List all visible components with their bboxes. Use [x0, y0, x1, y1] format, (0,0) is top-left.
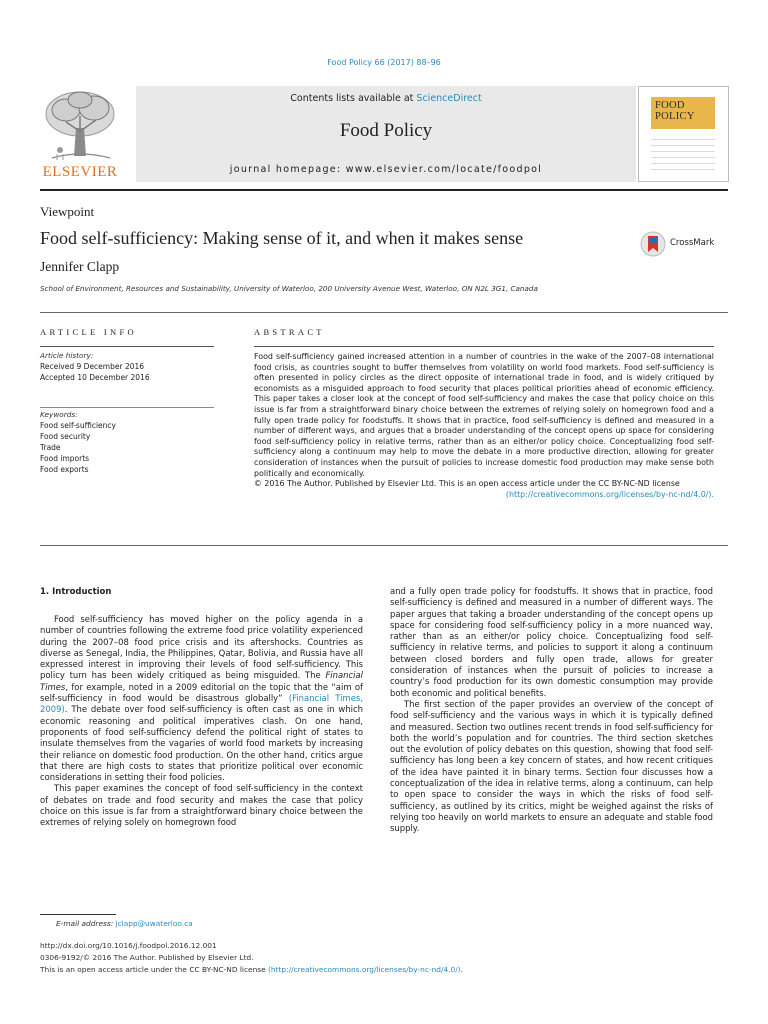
journal-citation[interactable]: Food Policy 66 (2017) 88–96 — [327, 58, 441, 67]
article-title: Food self-sufficiency: Making sense of it, and when it makes sense — [40, 228, 524, 248]
intro-paragraph-1 — [40, 614, 363, 783]
sciencedirect-link[interactable]: ScienceDirect — [416, 93, 482, 104]
body-left-column — [40, 614, 363, 829]
abstract-heading: ABSTRACT — [254, 327, 325, 337]
accepted-date: Accepted 10 December 2016 — [40, 373, 150, 382]
intro-paragraph-2: This paper examines the concept of food self-sufficiency in the context of debates on trade and food security and makes the case that policy choice on this issue is far from a straightforward binary choice between the extremes of relying solely on homegrown food — [40, 783, 363, 828]
abstract-body — [254, 352, 714, 500]
intro-paragraph-3: The first section of the paper provides an overview of the concept of food self-sufficiency and the various ways in which it is typically defined and measured. Section two outlines recent trends in food self-sufficiency for both the world’s population and for countries. The third section sketches out the evolution of policy debates on this question, showing that food self-sufficiency has long been a key concern of states, and how recent critiques of the idea have painted it in binary terms. Section four discusses how a conceptualization of the idea in relative terms, along a continuum, can help to open space to consider the ways in which the risks of food self-sufficiency, as outlined by its critics, might be weighed against the risks of relying too heavily on world markets to ensure an adequate and stable food supply. — [390, 698, 713, 834]
journal-banner — [136, 86, 636, 182]
license-link[interactable]: (http://creativecommons.org/licenses/by-nc-nd/4.0/). — [505, 489, 714, 499]
cover-title — [655, 100, 695, 122]
section-type: Viewpoint — [40, 204, 95, 219]
footnote-email — [56, 919, 193, 928]
paragraph-text: . The debate over food self-sufficiency is often cast as one in which economic reasoning and political imperatives clash. On one hand, proponents of food self-sufficiency defend the political right of states to insulate themselves from the vagaries of world food markets by increasing their reliance on domestic food production. On the other hand, critics argue that there are high costs to states that prioritize political over economic considerations in setting their food policies. — [40, 704, 363, 783]
paragraph-text: , for example, noted in a 2009 editorial on the topic that the “aim of self-sufficiency in food would be disastrous globally” — [40, 681, 363, 704]
journal-title: Food Policy — [339, 120, 433, 141]
cover-title-band — [651, 97, 715, 129]
abstract-copyright — [254, 479, 714, 490]
abstract-license — [254, 490, 714, 501]
author-name[interactable]: Jennifer Clapp — [40, 259, 120, 274]
journal-cover — [638, 86, 729, 182]
author-affiliation: School of Environment, Resources and Sustainability, University of Waterloo, 200 University Avenue West, Waterloo, ON N2L 3G1, Canada — [40, 284, 538, 293]
paragraph-text: Food self-sufficiency has moved higher on the policy agenda in a number of countries following the extreme food price volatility experienced during the 2007–08 food price crisis and its aftershocks. Countries as diverse as Senegal, India, the Philippines, Qatar, Bolivia, and Russia have all expressed interest in improving their levels of food self-sufficiency. This policy turn has been widely critiqued as being misguided. The — [40, 614, 363, 681]
email-label: E-mail address: — [56, 919, 116, 928]
journal-homepage[interactable]: journal homepage: www.elsevier.com/locate/foodpol — [229, 164, 543, 175]
contents-prefix: Contents lists available at — [290, 93, 417, 104]
license-prefix: This is an open access article under the CC BY-NC-ND license — [40, 965, 269, 974]
tree-icon — [40, 88, 120, 164]
crossmark-label: CrossMark — [670, 238, 715, 248]
received-date: Received 9 December 2016 — [40, 362, 145, 371]
crossmark-icon — [640, 230, 666, 258]
citation-link[interactable]: (Financial Times, 2009) — [40, 693, 363, 715]
keyword-item: Food self-sufficiency — [40, 421, 116, 430]
doi-link[interactable]: http://dx.doi.org/10.1016/j.foodpol.2016.12.001 — [40, 941, 217, 950]
intro-paragraph-2-continued: and a fully open trade policy for foodstuffs. It shows that in practice, food self-sufficiency is defined and measured in a number of different ways. The paper argues that taking a broader understanding of the concept opens up space for considering food self-sufficiency policy in a more nuanced way, rather than as an either/or policy choice. Conceptualizing food self-sufficiency in relative terms, and policies to support it along a continuum between closed borders and fully open trade, allows for greater consideration of instances when the pursuit of policies to increase a country’s food production for its own domestic consumption may provide both economic and political benefits. — [390, 586, 713, 698]
copyright-text: © 2016 The Author. Published by Elsevier Ltd. This is an open access article under the CC BY-NC-ND license — [254, 479, 680, 489]
history-label: Article history: — [40, 351, 94, 360]
abstract-divider — [254, 346, 714, 347]
footnote-rule — [40, 914, 116, 915]
section-heading-introduction: 1. Introduction — [40, 587, 112, 597]
issn-line: 0306-9192/© 2016 The Author. Published by Elsevier Ltd. — [40, 953, 254, 962]
keyword-item: Food imports — [40, 454, 90, 463]
header-divider — [40, 189, 728, 191]
license-suffix: . — [460, 965, 463, 974]
keyword-item: Food security — [40, 432, 91, 441]
cover-decoration — [651, 139, 715, 173]
body-right-column — [390, 586, 713, 835]
title-divider — [40, 312, 728, 313]
email-link[interactable]: jclapp@uwaterloo.ca — [115, 919, 193, 928]
contents-available-line — [136, 93, 636, 104]
cover-title-line1: FOOD — [655, 100, 685, 111]
abstract-text: Food self-sufficiency gained increased attention in a number of countries in the wake of the 2007–08 international food crisis, as countries sought to buffer themselves from volatility on world food markets. Food self-sufficiency is often presented in policy circles as the direct opposite of international trade in food, and is widely critiqued by economists as a misguided approach to food security that places political priorities ahead of economic efficiency. This paper takes a closer look at the concept of food self-sufficiency and makes the case that policy choice on this issue is far from a straightforward binary choice between the extremes of relying solely on homegrown food and a fully open trade policy for foodstuffs. It shows that in practice, food self-sufficiency is defined and measured in a number of different ways, and argues that a broader understanding of the concept opens up space for considering food self-sufficiency policy in relative terms, rather than as an either/or policy choice. Conceptualizing food self-sufficiency along a continuum may help to move the debate in a more productive direction, allowing for greater consideration of instances when the pursuit of policies to increase domestic food production may make sense both politically and economically. — [254, 352, 714, 478]
keyword-item: Trade — [40, 443, 61, 452]
elsevier-wordmark: ELSEVIER — [42, 164, 118, 180]
elsevier-logo — [40, 88, 120, 182]
keywords-label: Keywords: — [40, 410, 78, 419]
article-history — [40, 350, 214, 383]
abstract-bottom-divider — [40, 545, 728, 546]
publication-name: Financial Times — [40, 670, 363, 692]
keywords-divider — [40, 407, 214, 408]
keyword-item: Food exports — [40, 465, 89, 474]
crossmark-button[interactable] — [640, 230, 730, 258]
cover-title-line2: POLICY — [655, 111, 695, 122]
article-info-heading: ARTICLE INFO — [40, 327, 137, 337]
keywords-block — [40, 409, 214, 475]
article-info-divider — [40, 346, 214, 347]
footer-license-link[interactable]: (http://creativecommons.org/licenses/by-nc-nd/4.0/) — [268, 965, 461, 974]
license-line — [40, 965, 463, 974]
